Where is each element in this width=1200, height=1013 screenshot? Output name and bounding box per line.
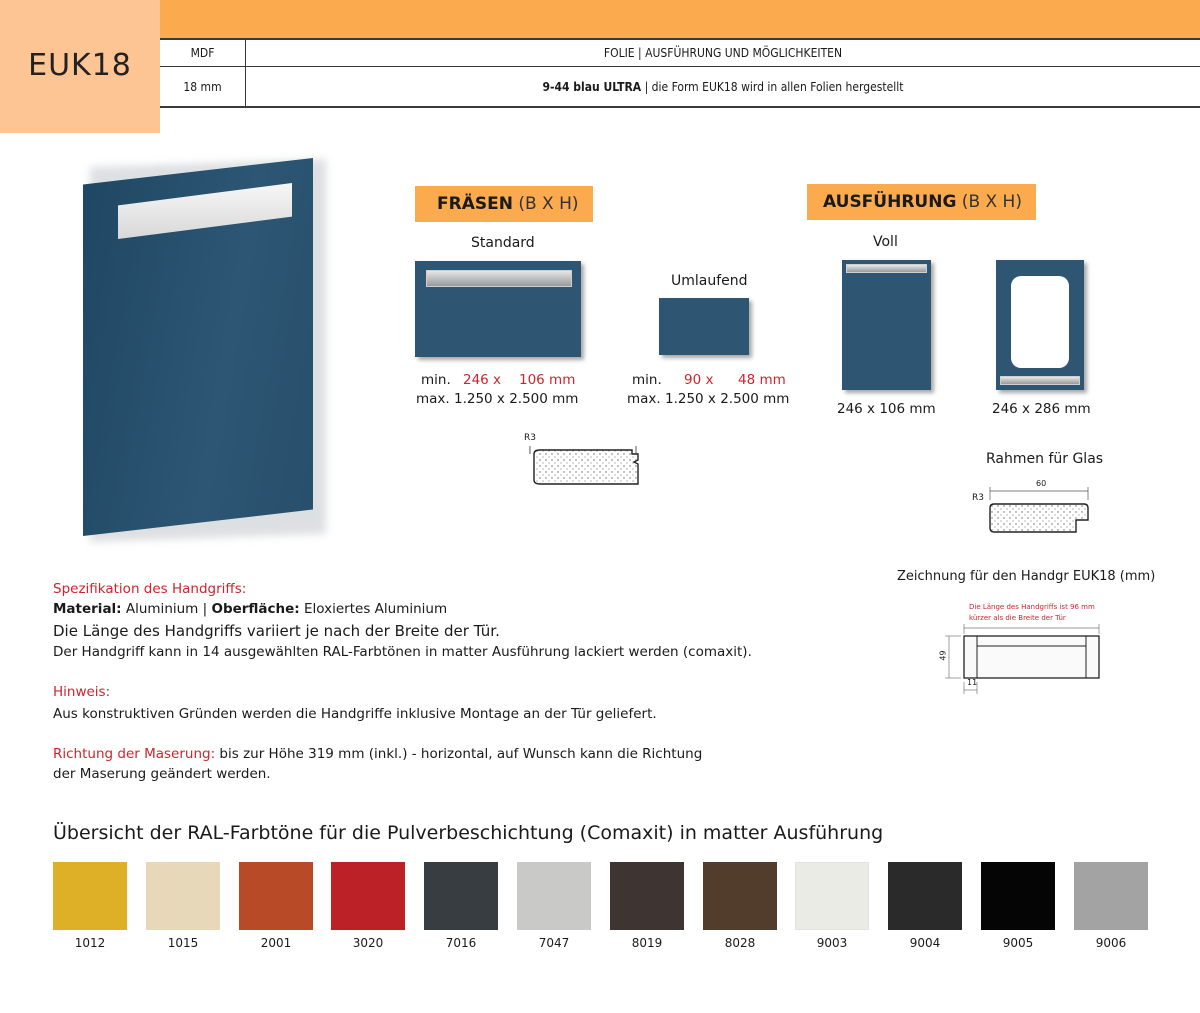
material-value: Aluminium |: [121, 601, 212, 617]
voll-size: 246 x 106 mm: [837, 401, 936, 417]
handle-technical-drawing: [935, 624, 1105, 696]
ral-swatch-label: 8019: [631, 936, 663, 950]
rahmen-width: 60: [1036, 479, 1047, 488]
material-label: Material:: [53, 601, 122, 617]
ral-swatch-8028: [703, 862, 777, 930]
note-text: Aus konstruktiven Gründen werden die Handgriffe inklusive Montage an der Tür geliefert.: [53, 706, 657, 722]
umlaufend-min-label: min.: [632, 372, 662, 388]
note-heading: Hinweis:: [53, 684, 111, 700]
umlaufend-label: Umlaufend: [671, 273, 748, 289]
ral-swatch-label: 1012: [74, 936, 106, 950]
fraesen-profile-radius: R3: [524, 433, 536, 443]
standard-min-width: 246 x: [463, 372, 502, 388]
standard-max: max. 1.250 x 2.500 mm: [416, 391, 579, 407]
surface-value: Eloxiertes Aluminium: [299, 601, 448, 617]
product-code: EUK18: [28, 48, 132, 83]
rahmen-profile-drawing: [984, 486, 1096, 542]
ausfuehrung-title: AUSFÜHRUNG: [823, 192, 957, 212]
standard-panel-handle: [426, 270, 572, 287]
ral-swatch-1015: [146, 862, 220, 930]
voll-label: Voll: [873, 234, 898, 250]
voll-panel-handle: [846, 264, 927, 273]
fraesen-label: [415, 186, 593, 222]
col-folie-value: [246, 67, 1200, 106]
fraesen-title: FRÄSEN: [437, 194, 513, 214]
rahmen-radius: R3: [972, 493, 984, 503]
handle-note-line2: kürzer als die Breite der Tür: [969, 614, 1066, 622]
ral-swatch-label: 7047: [538, 936, 570, 950]
standard-min-label: min.: [421, 372, 451, 388]
header-table-row: [160, 67, 1200, 108]
fraesen-dim-hint: (B X H): [512, 194, 579, 214]
ral-swatch-9006: [1074, 862, 1148, 930]
ausfuehrung-dim-hint: (B X H): [956, 192, 1022, 212]
glass-size: 246 x 286 mm: [992, 401, 1091, 417]
ral-swatch-7047: [517, 862, 591, 930]
ral-swatch-label: 1015: [167, 936, 199, 950]
col-folie-header: FOLIE | AUSFÜHRUNG UND MÖGLICHKEITEN: [603, 46, 843, 60]
ral-swatch-7016: [424, 862, 498, 930]
ral-swatch-1012: [53, 862, 127, 930]
umlaufend-min-width: 90 x: [684, 372, 714, 388]
grain-line-1: [53, 745, 702, 763]
rahmen-label: Rahmen für Glas: [986, 451, 1104, 467]
handle-note-line1: Die Länge des Handgriffs ist 96 mm: [969, 603, 1095, 611]
voll-panel: [842, 260, 931, 390]
ral-swatch-label: 9006: [1095, 936, 1127, 950]
folie-note: | die Form EUK18 wird in allen Folien hergestellt: [641, 80, 904, 94]
header-bar: [160, 0, 1200, 40]
ral-swatch-9004: [888, 862, 962, 930]
handle-depth-value: 11: [967, 678, 978, 687]
ral-swatch-label: 9005: [1002, 936, 1034, 950]
ral-swatch-label: 9004: [909, 936, 941, 950]
ausfuehrung-label: [807, 184, 1036, 220]
handle-drawing-title: Zeichnung für den Handgr EUK18 (mm): [897, 569, 1156, 584]
standard-min-height: 106 mm: [519, 372, 576, 388]
ral-swatch-3020: [331, 862, 405, 930]
ral-swatch-8019: [610, 862, 684, 930]
grain-text-2: der Maserung geändert werden.: [53, 766, 271, 782]
ral-swatch-9003: [795, 862, 869, 930]
spec-length-line: Die Länge des Handgriffs variiert je nach der Breite der Tür.: [53, 622, 500, 640]
col-mdf-header: MDF: [160, 40, 246, 66]
umlaufend-min-height: 48 mm: [738, 372, 786, 388]
ral-swatch-label: 3020: [352, 936, 384, 950]
ral-swatch-label: 9003: [816, 936, 848, 950]
fraesen-profile-drawing: [520, 440, 646, 492]
umlaufend-max: max. 1.250 x 2.500 mm: [627, 391, 790, 407]
grain-label: Richtung der Maserung:: [53, 746, 216, 762]
ral-swatch-label: 7016: [445, 936, 477, 950]
header-table-head: [160, 40, 1200, 67]
glass-window: [1011, 276, 1069, 368]
surface-label: Oberfläche:: [211, 601, 300, 617]
ral-swatch-label: 8028: [724, 936, 756, 950]
spec-ral-line: Der Handgriff kann in 14 ausgewählten RAL-Farbtönen in matter Ausführung lackiert werden (comaxit).: [53, 644, 752, 660]
ral-swatch-label: 2001: [260, 936, 292, 950]
grain-text-1: bis zur Höhe 319 mm (inkl.) - horizontal, auf Wunsch kann die Richtung: [215, 746, 703, 762]
handle-height-value: 49: [938, 650, 948, 661]
ral-swatch-2001: [239, 862, 313, 930]
col-mdf-value: 18 mm: [160, 67, 246, 106]
product-code-box: [0, 0, 160, 133]
spec-material-line: [53, 600, 447, 618]
umlaufend-panel: [659, 298, 749, 355]
folie-name: 9-44 blau ULTRA: [542, 80, 642, 94]
spec-heading: Spezifikation des Handgriffs:: [53, 581, 247, 597]
standard-label: Standard: [471, 235, 535, 251]
glass-panel-handle: [1000, 376, 1080, 385]
ral-swatch-9005: [981, 862, 1055, 930]
ral-title: Übersicht der RAL-Farbtöne für die Pulverbeschichtung (Comaxit) in matter Ausführung: [53, 822, 884, 844]
